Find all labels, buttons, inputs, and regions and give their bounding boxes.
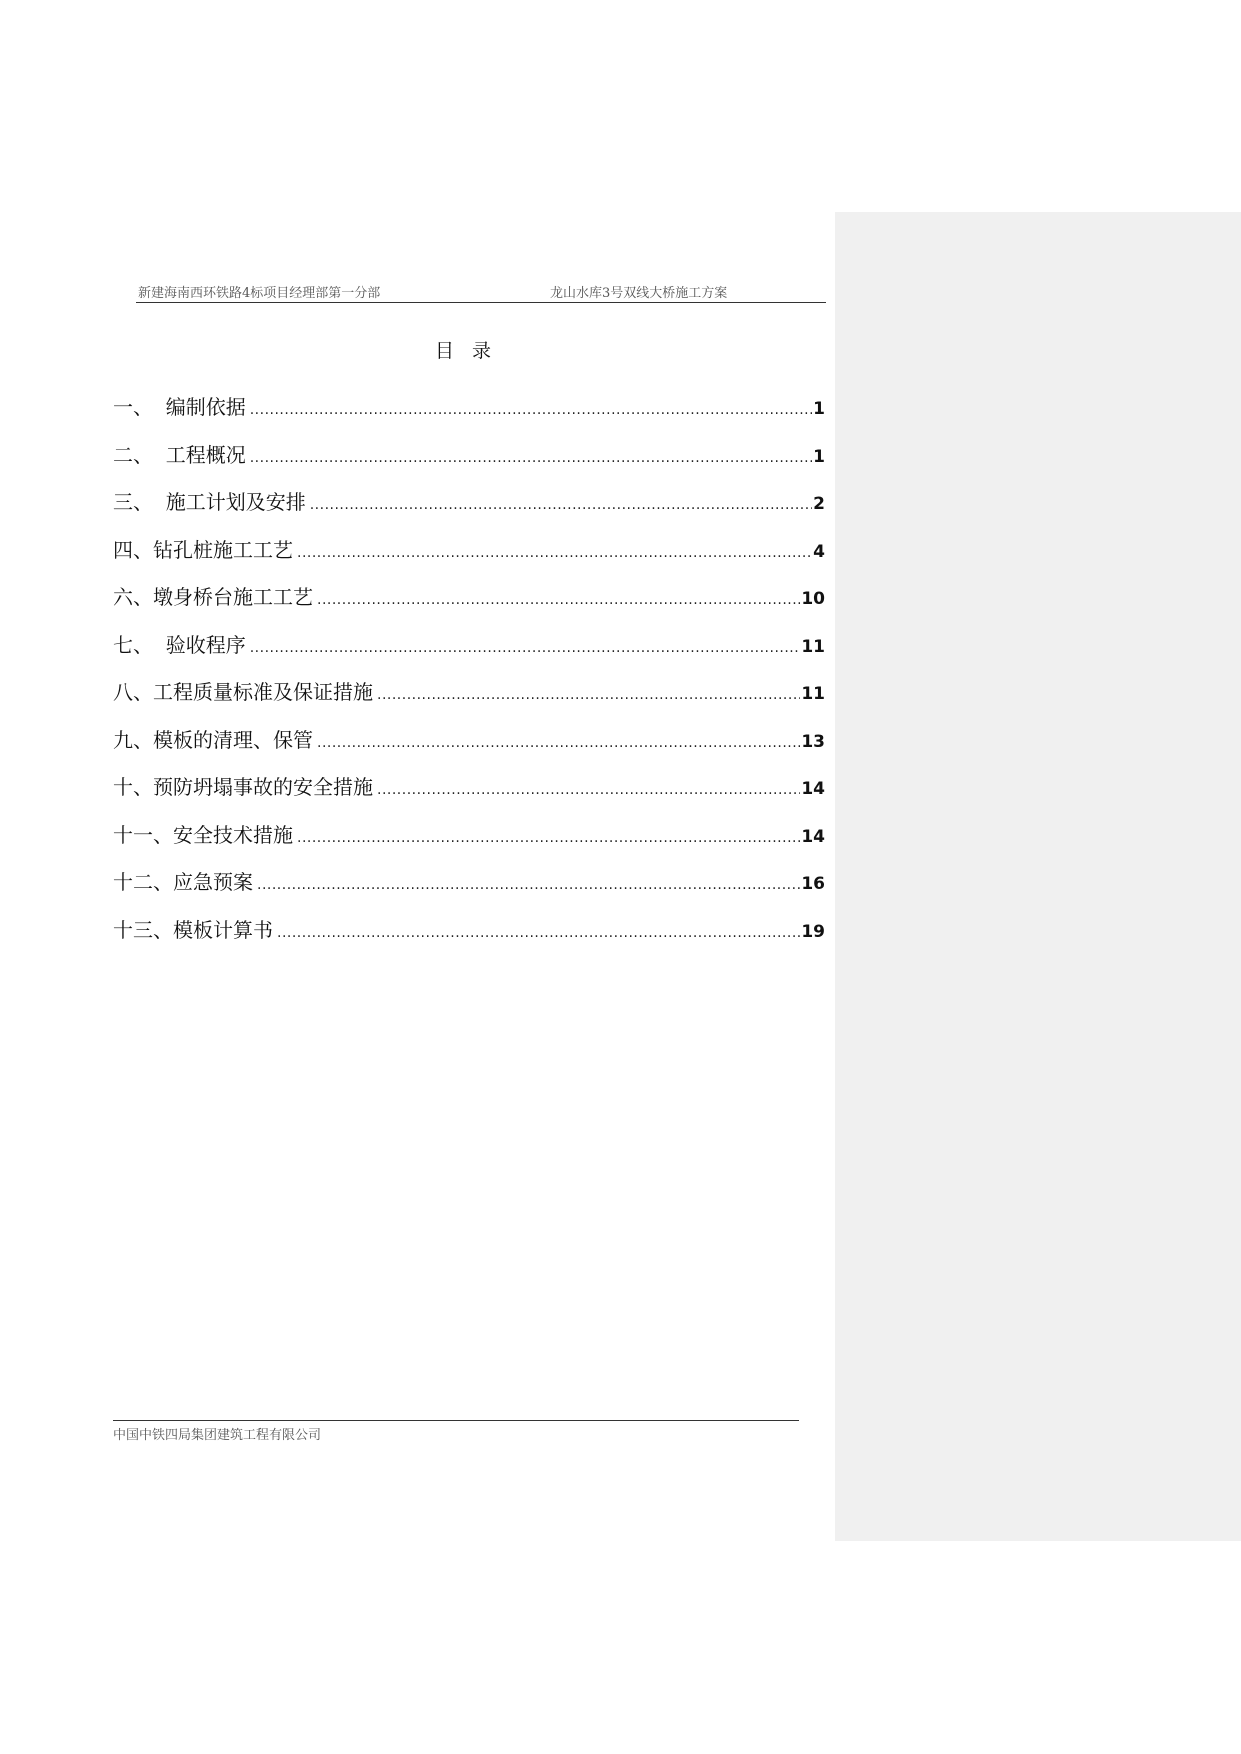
toc-entry-page: 11 — [801, 684, 825, 704]
toc-entry-number: 十三、 — [113, 917, 173, 942]
toc-entry-number: 一、 — [113, 395, 166, 419]
toc-entry-page: 13 — [801, 731, 825, 752]
toc-entry-page: 19 — [801, 921, 825, 942]
toc-entry-page: 14 — [801, 779, 825, 799]
toc-entry-page: 16 — [801, 874, 825, 894]
toc-entry[interactable] — [113, 534, 825, 582]
toc-entry-title: 模板的清理、保管 — [153, 727, 313, 752]
toc-entry-page: 14 — [801, 826, 825, 847]
toc-entry-number: 七、 — [113, 632, 166, 657]
toc-entry-number: 四、 — [113, 537, 153, 562]
toc-entry-number: 二、 — [113, 442, 166, 467]
toc-entry[interactable] — [113, 391, 825, 439]
toc-entry-title: 墩身桥台施工工艺 — [153, 585, 313, 609]
toc-dot-leader — [317, 735, 800, 751]
toc-entry-title: 模板计算书 — [173, 917, 273, 942]
toc-entry[interactable] — [113, 914, 825, 962]
toc-entry-number: 三、 — [113, 490, 166, 514]
toc-dot-leader — [377, 687, 800, 703]
toc-entry[interactable] — [113, 581, 825, 629]
toc-entry-number: 九、 — [113, 727, 153, 752]
page-header — [136, 280, 826, 303]
toc-entry-title: 钻孔桩施工工艺 — [153, 537, 293, 562]
toc-entry[interactable] — [113, 676, 825, 724]
toc-entry-page: 1 — [813, 446, 825, 467]
toc-entry-title: 施工计划及安排 — [165, 490, 306, 514]
comment-margin-panel — [835, 212, 1241, 1541]
header-left-text: 新建海南西环铁路4标项目经理部第一分部 — [138, 286, 381, 301]
toc-entry[interactable] — [113, 724, 825, 772]
toc-entry[interactable] — [113, 486, 825, 534]
toc-entry-title: 安全技术措施 — [173, 822, 293, 847]
table-of-contents — [113, 391, 825, 961]
toc-dot-leader — [250, 402, 812, 418]
toc-entry[interactable] — [113, 439, 825, 487]
toc-entry-title: 编制依据 — [165, 395, 246, 419]
toc-entry-page: 2 — [813, 494, 825, 514]
toc-entry-number: 十一、 — [113, 822, 173, 847]
toc-entry-title: 工程概况 — [165, 442, 246, 467]
toc-dot-leader — [297, 830, 800, 846]
toc-entry-title: 预防坍塌事故的安全措施 — [153, 775, 373, 799]
header-right-text: 龙山水库3号双线大桥施工方案 — [550, 286, 728, 301]
toc-entry-page: 11 — [801, 636, 825, 657]
toc-dot-leader — [250, 450, 812, 466]
toc-entry-page: 4 — [813, 541, 825, 562]
toc-dot-leader — [250, 640, 801, 656]
toc-dot-leader — [377, 782, 800, 798]
footer-company-name: 中国中铁四局集团建筑工程有限公司 — [113, 1428, 322, 1443]
page-footer — [113, 1420, 799, 1443]
toc-title: 目 录 — [434, 340, 498, 362]
toc-entry-title: 验收程序 — [165, 632, 246, 657]
toc-entry-number: 八、 — [113, 680, 153, 704]
toc-dot-leader — [277, 925, 800, 941]
toc-entry-number: 六、 — [113, 585, 153, 609]
toc-entry-title: 应急预案 — [173, 870, 253, 894]
toc-dot-leader — [317, 592, 800, 608]
toc-entry[interactable] — [113, 819, 825, 867]
toc-entry[interactable] — [113, 771, 825, 819]
toc-dot-leader — [297, 545, 812, 561]
toc-entry-title: 工程质量标准及保证措施 — [153, 680, 373, 704]
toc-entry[interactable] — [113, 629, 825, 677]
toc-entry-page: 1 — [813, 399, 825, 419]
toc-entry-number: 十、 — [113, 775, 153, 799]
toc-entry-page: 10 — [801, 589, 825, 609]
toc-dot-leader — [310, 497, 812, 513]
toc-entry-number: 十二、 — [113, 870, 173, 894]
toc-entry[interactable] — [113, 866, 825, 914]
toc-dot-leader — [257, 877, 800, 893]
